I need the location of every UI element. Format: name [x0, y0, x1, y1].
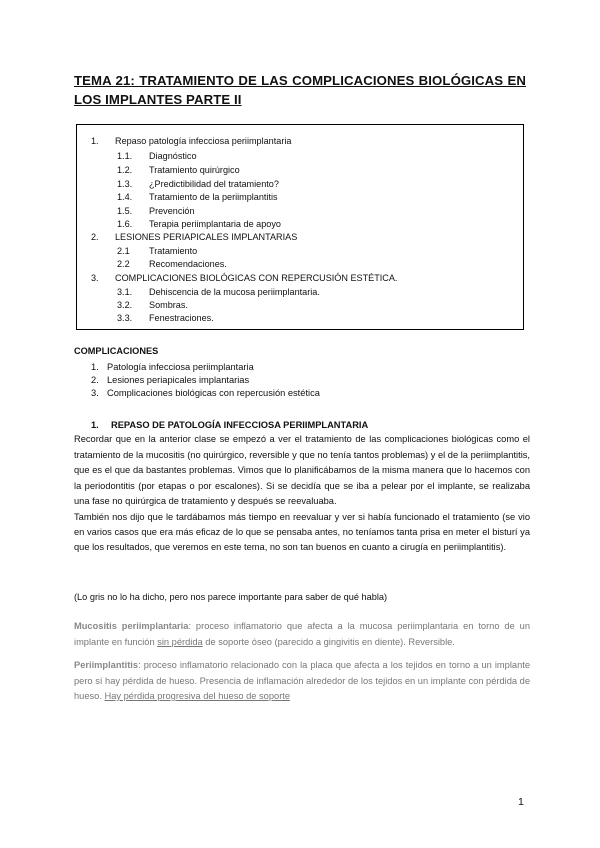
toc-number: 1.1.: [117, 151, 133, 161]
definition-term: Mucositis periimplantaria: [74, 621, 189, 631]
toc-number: 3.2.: [117, 300, 133, 310]
toc-label: ¿Predictibilidad del tratamiento?: [149, 179, 279, 189]
toc-label: Tratamiento quirúrgico: [149, 165, 240, 175]
toc-label: Prevención: [149, 206, 195, 216]
toc-label: COMPLICACIONES BIOLÓGICAS CON REPERCUSIÓN ESTÉTICA.: [115, 273, 398, 283]
definition-periimplantitis: [74, 658, 530, 705]
definition-text: : proceso inflamatorio que afecta a la mucosa periimplantaria en torno de un implante en función: [74, 621, 530, 647]
definition-term: Periimplantitis: [74, 660, 139, 670]
toc-number: 2.2: [117, 259, 130, 269]
toc-number: 3.: [91, 273, 99, 283]
toc-number: 2.: [91, 232, 99, 242]
toc-label: Diagnóstico: [149, 151, 197, 161]
toc-number: 1.5.: [117, 206, 133, 216]
toc-label: Repaso patología infecciosa periimplantaria: [115, 136, 292, 146]
definition-text: : proceso inflamatorio relacionado con la placa que afecta a los tejidos en torno a un implante pero sí hay pérdida de hueso. Presencia de inflamación alrededor de los tejidos en un implante con pérdida de hueso.: [74, 660, 530, 701]
definition-mucositis: [74, 619, 530, 650]
toc-label: Terapia periimplantaria de apoyo: [149, 219, 281, 229]
paragraph: Recordar que en la anterior clase se empezó a ver el tratamiento de las complicaciones biológicas como el tratamiento de la mucositis (no quirúrgico, reversible y que no tenía tantos problemas) y el de la periimplantitis, que es el que da bastantes problemas. Vimos que lo planificábamos de la misma manera que lo hacemos con la periodontitis (por etapas o por escalones). Si se decidía que se iba a pelear por el implante, se realizaba una fase no quirúrgica de tratamiento y después se reevaluaba.: [74, 434, 530, 506]
note: (Lo gris no lo ha dicho, pero nos parece importante para saber de qué habla): [74, 592, 388, 602]
toc-label: Tratamiento de la periimplantitis: [149, 192, 278, 202]
definition-underlined: Hay pérdida progresiva del hueso de soporte: [104, 691, 291, 701]
toc-label: Dehiscencia de la mucosa periimplantaria.: [149, 287, 320, 297]
complicaciones-heading: COMPLICACIONES: [74, 346, 159, 356]
list-number: 3.: [91, 388, 99, 398]
toc-label: Tratamiento: [149, 246, 198, 256]
toc-number: 1.3.: [117, 179, 133, 189]
document-title: TEMA 21: TRATAMIENTO DE LAS COMPLICACIONES BIOLÓGICAS EN LOS IMPLANTES PARTE II: [74, 73, 526, 107]
list-number: 2.: [91, 375, 99, 385]
list-number: 1.: [91, 362, 99, 372]
toc-label: Sombras.: [149, 300, 188, 310]
toc-number: 1.4.: [117, 192, 133, 202]
toc-number: 3.1.: [117, 287, 133, 297]
page-number: 1: [518, 796, 524, 808]
toc-number: 1.2.: [117, 165, 133, 175]
table-of-contents: [76, 124, 524, 330]
toc-number: 1.: [91, 136, 99, 146]
toc-number: 2.1: [117, 246, 130, 256]
paragraph: También nos dijo que le tardábamos más tiempo en reevaluar y ver si había funcionado el tratamiento (se vio en varios casos que era más eficaz de lo que se pensaba antes, no teníamos tanta prisa en meter el bisturí ya que los resultados, que veremos en este tema, no son tan buenos en cuanto a cirugía en periimplantitis).: [74, 512, 530, 553]
section-number: 1.: [91, 420, 99, 430]
list-label: Patología infecciosa periimplantaria: [107, 362, 254, 372]
toc-label: Recomendaciones.: [149, 259, 227, 269]
list-label: Lesiones periapicales implantarias: [107, 375, 250, 385]
definition-underlined: sin pérdida: [157, 636, 203, 647]
list-label: Complicaciones biológicas con repercusión estética: [107, 388, 320, 398]
toc-label: LESIONES PERIAPICALES IMPLANTARIAS: [115, 232, 298, 242]
toc-label: Fenestraciones.: [149, 313, 214, 323]
definition-text: de soporte óseo (parecido a gingivitis en diente). Reversible.: [202, 636, 455, 647]
toc-number: 3.3.: [117, 313, 133, 323]
section-title: REPASO DE PATOLOGÍA INFECCIOSA PERIIMPLANTARIA: [111, 420, 369, 430]
toc-number: 1.6.: [117, 219, 133, 229]
